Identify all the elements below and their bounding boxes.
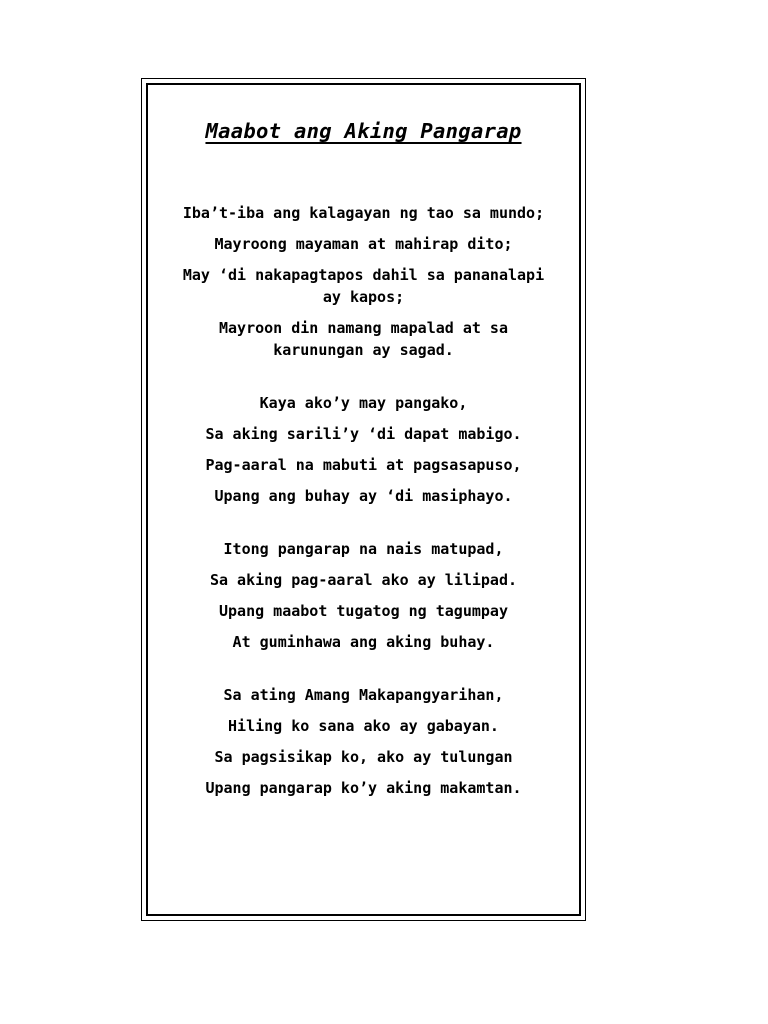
poem-line: karunungan ay sagad. bbox=[273, 341, 454, 359]
poem-line: Upang ang buhay ay ‘di masiphayo. bbox=[214, 487, 513, 505]
poem-line: Iba’t-iba ang kalagayan ng tao sa mundo; bbox=[182, 204, 545, 222]
poem-line: At guminhawa ang aking buhay. bbox=[232, 633, 495, 651]
poem-line: Sa aking sarili’y ‘di dapat mabigo. bbox=[205, 425, 522, 443]
poem-line: Sa ating Amang Makapangyarihan, bbox=[223, 686, 504, 704]
poem-line: Upang pangarap ko’y aking makamtan. bbox=[205, 779, 522, 797]
stanza-3 bbox=[142, 538, 585, 653]
stanza-4 bbox=[142, 684, 585, 799]
poem-line: Mayroong mayaman at mahirap dito; bbox=[214, 235, 513, 253]
poem-border-outer bbox=[141, 78, 586, 921]
poem-line: Sa aking pag-aaral ako ay lilipad. bbox=[209, 571, 518, 589]
poem-line: May ‘di nakapagtapos dahil sa pananalapi bbox=[182, 266, 545, 284]
poem-line: Sa pagsisikap ko, ako ay tulungan bbox=[214, 748, 513, 766]
poem-title: Maabot ang Aking Pangarap bbox=[205, 119, 522, 143]
poem-line: Hiling ko sana ako ay gabayan. bbox=[228, 717, 499, 735]
poem-body bbox=[142, 202, 585, 830]
poem-line: Mayroon din namang mapalad at sa bbox=[219, 319, 508, 337]
stanza-2 bbox=[142, 392, 585, 507]
poem-line: ay kapos; bbox=[322, 288, 405, 306]
stanza-1 bbox=[142, 202, 585, 361]
poem-line: Upang maabot tugatog ng tagumpay bbox=[219, 602, 508, 620]
poem-line: Itong pangarap na nais matupad, bbox=[223, 540, 504, 558]
poem-line: Kaya ako’y may pangako, bbox=[259, 394, 468, 412]
poem-line: Pag-aaral na mabuti at pagsasapuso, bbox=[205, 456, 522, 474]
